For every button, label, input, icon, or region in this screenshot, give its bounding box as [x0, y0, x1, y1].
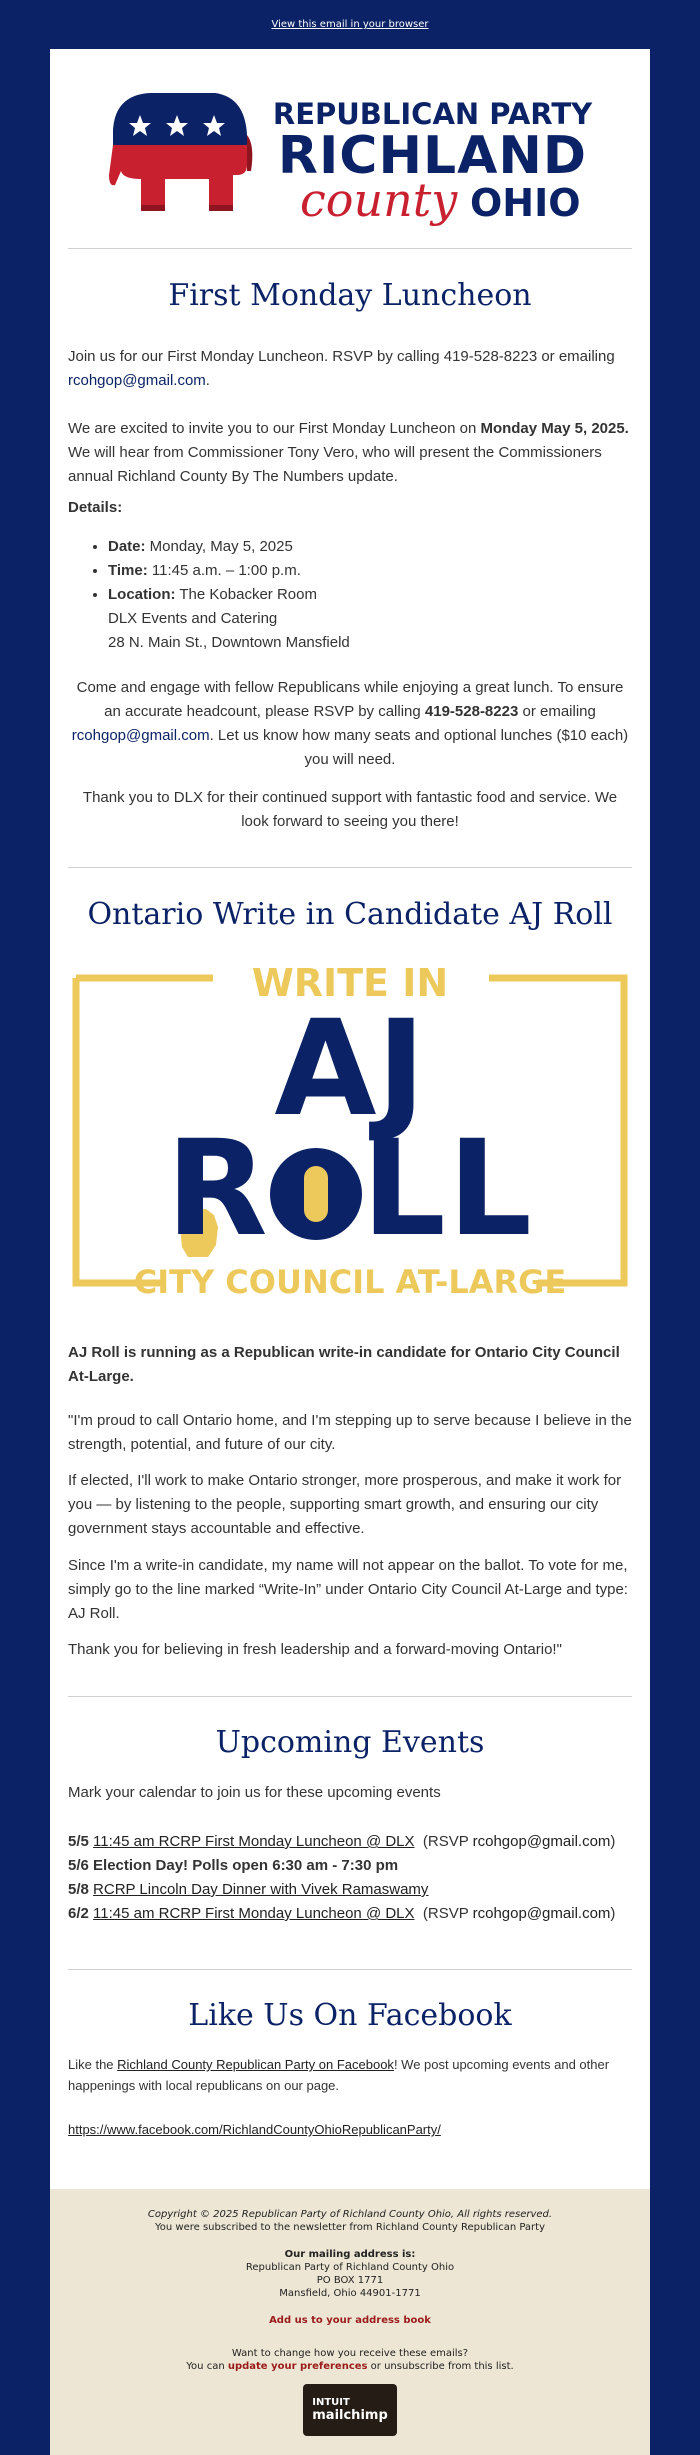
luncheon-section: [68, 278, 632, 313]
detail-location: • Location: The Kobacker Room DLX Events and Catering 28 N. Main St., Downtown Mansfield: [108, 583, 632, 655]
candidate-section: [68, 897, 632, 932]
facebook-text: Like the Richland County Republican Party on Facebook! We post upcoming events and other happenings with local republicans on our page.: [68, 2057, 610, 2093]
candidate-title: Ontario Write in Candidate AJ Roll: [87, 897, 613, 932]
graphic-top-text: WRITE IN: [251, 961, 449, 1005]
candidate-quote-3: Since I'm a write-in candidate, my name will not appear on the ballot. To vote for me, simply go to the line marked “Write-In” under Ontario City Council At-Large and type: AJ Roll.: [68, 1557, 628, 1622]
detail-time: • Time: 11:45 a.m. – 1:00 p.m.: [108, 559, 632, 583]
logo-line2: RICHLAND: [277, 126, 588, 186]
details-heading: Details:: [68, 499, 123, 516]
top-bar: [0, 0, 700, 49]
email-link-4[interactable]: rcohgop@gmail.com: [472, 1905, 611, 1922]
address-line: PO BOX 1771: [316, 2275, 384, 2286]
candidate-lead: AJ Roll is running as a Republican write-in candidate for Ontario City Council At-Large.: [68, 1344, 620, 1385]
rsvp-phone: 419-528-8223: [424, 703, 519, 720]
divider: [68, 1696, 632, 1697]
event-link[interactable]: 11:45 am RCRP First Monday Luncheon @ DLX: [93, 1905, 415, 1922]
luncheon-invite: [68, 417, 632, 489]
email-link[interactable]: rcohgop@gmail.com: [68, 372, 206, 389]
party-logo: [105, 75, 605, 235]
events-section: [68, 1725, 632, 1760]
luncheon-title: First Monday Luncheon: [168, 278, 532, 313]
event-link[interactable]: RCRP Lincoln Day Dinner with Vivek Ramaswamy: [93, 1881, 429, 1898]
change-question: Want to change how you receive these emails?: [231, 2348, 469, 2359]
address-line: Mansfield, Ohio 44901-1771: [279, 2288, 421, 2299]
facebook-section: [68, 1998, 632, 2033]
facebook-title: Like Us On Facebook: [188, 1998, 512, 2033]
event-item: 5/6 Election Day! Polls open 6:30 am - 7:30 pm: [68, 1857, 399, 1874]
mailing-label: Our mailing address is:: [284, 2249, 416, 2260]
event-item: 5/8 RCRP Lincoln Day Dinner with Vivek Ramaswamy: [68, 1881, 429, 1898]
luncheon-intro: Join us for our First Monday Luncheon. RSVP by calling 419-528-8223 or emailing rcohgop@gmail.com.: [68, 348, 615, 389]
engage-paragraph: Come and engage with fellow Republicans while enjoying a great lunch. To ensure an accurate headcount, please RSVP by calling 419-528-8223 or emailing rcohgop@gmail.com. Let us know how many seats and optional lunches ($10 each) you will need.: [71, 679, 629, 768]
event-item: 5/5 11:45 am RCRP First Monday Luncheon @ DLX (RSVP rcohgop@gmail.com): [68, 1833, 616, 1850]
graphic-name-roll: R LL: [166, 1112, 534, 1266]
mailchimp-line2: mailchimp: [312, 2408, 388, 2423]
address-book-link[interactable]: Add us to your address book: [269, 2315, 431, 2326]
event-item: 6/2 11:45 am RCRP First Monday Luncheon @ DLX (RSVP rcohgop@gmail.com): [68, 1905, 616, 1922]
event-link[interactable]: 11:45 am RCRP First Monday Luncheon @ DLX: [93, 1833, 415, 1850]
logo-line3-ohio: OHIO: [470, 181, 581, 225]
candidate-quote-2: If elected, I'll work to make Ontario stronger, more prosperous, and make it work for you — by listening to the people, supporting smart growth, and ensuring our city government stays accountable and effective.: [68, 1472, 622, 1537]
preferences-line: You can update your preferences or unsubscribe from this list.: [186, 2361, 514, 2372]
email-link-3[interactable]: rcohgop@gmail.com: [472, 1833, 611, 1850]
details-list: [68, 535, 632, 655]
divider: [68, 1969, 632, 1970]
footer: [50, 2189, 650, 2455]
graphic-name-aj: AJ: [274, 992, 426, 1146]
logo-line1: REPUBLICAN PARTY: [272, 97, 593, 131]
facebook-url-link[interactable]: https://www.facebook.com/RichlandCountyOhioRepublicanParty/: [68, 2122, 441, 2137]
invite-text: We are excited to invite you to our First Monday Luncheon on: [68, 420, 481, 437]
candidate-quote-4: Thank you for believing in fresh leadership and a forward-moving Ontario!": [68, 1641, 562, 1658]
divider: [68, 248, 632, 249]
details-label: [68, 496, 632, 520]
copyright: Copyright © 2025 Republican Party of Richland County Ohio, All rights reserved.: [147, 2209, 553, 2220]
email-link-2[interactable]: rcohgop@gmail.com: [71, 727, 210, 744]
invite-date: Monday May 5, 2025.: [480, 420, 629, 437]
write-in-graphic: [68, 961, 632, 1311]
facebook-url: [68, 2119, 632, 2140]
candidate-quote-1: "I'm proud to call Ontario home, and I'm stepping up to serve because I believe in the strength, potential, and future of our city.: [68, 1412, 632, 1453]
subscribed-note: You were subscribed to the newsletter from Richland County Republican Party: [154, 2222, 545, 2233]
invite-suffix: We will hear from Commissioner Tony Vero, who will present the Commissioners annual Richland County By The Numbers update.: [68, 444, 602, 485]
mailchimp-line1: INTUIT: [312, 2397, 350, 2408]
divider: [68, 867, 632, 868]
detail-date: • Date: Monday, May 5, 2025: [108, 535, 632, 559]
events-list: [68, 1830, 632, 1926]
events-title: Upcoming Events: [215, 1725, 485, 1760]
logo-line3-county: county: [300, 173, 458, 227]
graphic-bottom-text: CITY COUNCIL AT-LARGE: [133, 1263, 567, 1301]
facebook-page-link[interactable]: Richland County Republican Party on Facebook: [117, 2057, 394, 2072]
mailchimp-badge[interactable]: [303, 2384, 397, 2436]
intro-text: Join us for our First Monday Luncheon. RSVP by calling 419-528-8223 or emailing: [68, 348, 615, 365]
view-in-browser-link[interactable]: View this email in your browser: [271, 19, 429, 30]
email-card: [50, 49, 650, 2189]
address-line: Republican Party of Richland County Ohio: [245, 2262, 455, 2273]
unsubscribe-link[interactable]: unsubscribe from this list: [384, 2361, 511, 2372]
events-intro: Mark your calendar to join us for these upcoming events: [68, 1784, 441, 1801]
thanks-paragraph: Thank you to DLX for their continued support with fantastic food and service. We look forward to seeing you there!: [82, 789, 618, 830]
update-preferences-link[interactable]: update your preferences: [227, 2361, 368, 2372]
